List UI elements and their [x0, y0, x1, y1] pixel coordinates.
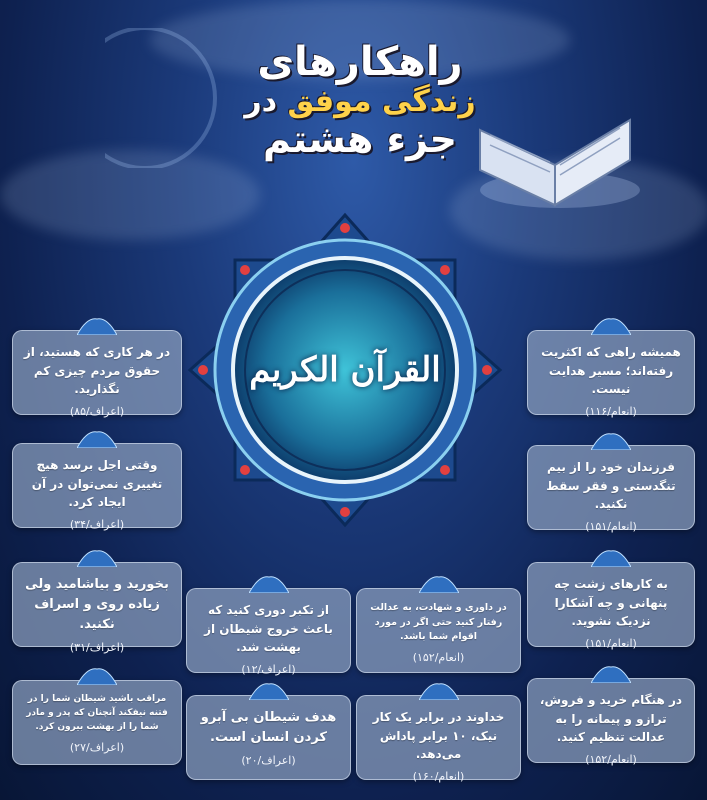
ornament-icon [249, 682, 289, 700]
tip-text: فرزندان خود را از بیم تنگدستی و فقر سقط نکنید. [546, 460, 676, 512]
ornament-icon [77, 549, 117, 567]
emblem-text: القرآن الکریم [249, 350, 441, 390]
tip-ref: (انعام/۱۵۲) [412, 651, 465, 665]
tip-card-left-3 [12, 562, 182, 655]
tip-ref: (انعام/۱۵۱) [585, 519, 637, 533]
tip-ref: (انعام/۱۵۲) [585, 752, 637, 766]
tip-card-left-1 [12, 330, 182, 418]
tip-ref: (اعراف/۳۴) [69, 517, 125, 531]
ornament-icon [591, 665, 631, 683]
title-line-2-rest: در [244, 83, 288, 119]
tip-card-left-4 [12, 680, 182, 765]
ornament-icon [419, 575, 459, 593]
tip-ref: (انعام/۱۵۱) [585, 636, 637, 650]
tip-ref: (اعراف/۳۱) [69, 641, 125, 655]
tip-text: در هنگام خرید و فروش، ترازو و پیمانه را به عدالت تنظیم کنید. [539, 693, 683, 745]
tip-ref: (اعراف/۱۲) [241, 662, 296, 676]
title-accent: زندگی موفق [287, 83, 476, 119]
ornament-icon [249, 575, 289, 593]
tip-card-left-2 [12, 443, 182, 531]
tip-card-right-4 [527, 678, 695, 766]
title-line-3: جزء هشتم [262, 117, 457, 162]
tip-text: هدف شیطان بی آبرو کردن انسان است. [200, 710, 337, 746]
quran-emblem [185, 210, 505, 530]
ornament-icon [419, 682, 459, 700]
ornament-icon [591, 549, 631, 567]
tip-text: به کارهای زشت چه پنهانی و چه آشکارا نزدیک نشوید. [554, 577, 668, 629]
tip-text: وقتی اجل برسد هیچ تغییری نمی‌توان در آن ایجاد کرد. [31, 458, 163, 510]
tip-card-center-4 [356, 695, 521, 783]
tip-ref: (انعام/۱۶۰) [412, 769, 465, 783]
tip-card-center-3 [186, 695, 351, 780]
tip-text: بخورید و بیاشامید ولی زیاده روی و اسراف نکنید. [25, 577, 169, 633]
tip-card-center-1 [186, 588, 351, 676]
tip-ref: (اعراف/۲۷) [69, 740, 125, 754]
tip-text: از تکبر دوری کنید که باعث خروج شیطان از بهشت شد. [204, 603, 333, 655]
tip-text: در هر کاری که هستید، از حقوق مردم چیزی کم نگذارید. [23, 345, 171, 397]
tip-text: مراقب باشید شیطان شما را در فتنه نیفکند آنچنان که پدر و مادر شما را از بهشت بیرون کرد. [26, 694, 168, 732]
tip-text: در داوری و شهادت، به عدالت رفتار کنید حتی اگر در مورد اقوام شما باشد. [370, 602, 507, 643]
tip-card-right-3 [527, 562, 695, 650]
tip-card-center-2 [356, 588, 521, 673]
ornament-icon [591, 432, 631, 450]
ornament-icon [77, 317, 117, 335]
title-line-1: راهکارهای [257, 39, 463, 85]
quran-book-icon [470, 70, 640, 220]
tip-ref: (اعراف/۲۰) [241, 754, 296, 768]
tip-ref: (اعراف/۸۵) [69, 404, 125, 418]
tip-text: خداوند در برابر یک کار نیک، ۱۰ برابر پاداش می‌دهد. [372, 710, 505, 762]
tip-card-right-2 [527, 445, 695, 533]
ornament-icon [77, 430, 117, 448]
ornament-icon [591, 317, 631, 335]
tip-card-right-1 [527, 330, 695, 418]
tip-text: همیشه راهی که اکثریت رفته‌اند؛ مسیر هدایت نیست. [541, 345, 681, 397]
ornament-icon [77, 667, 117, 685]
tip-ref: (انعام/۱۱۶) [585, 404, 637, 418]
emblem-text-wrap [185, 210, 505, 530]
